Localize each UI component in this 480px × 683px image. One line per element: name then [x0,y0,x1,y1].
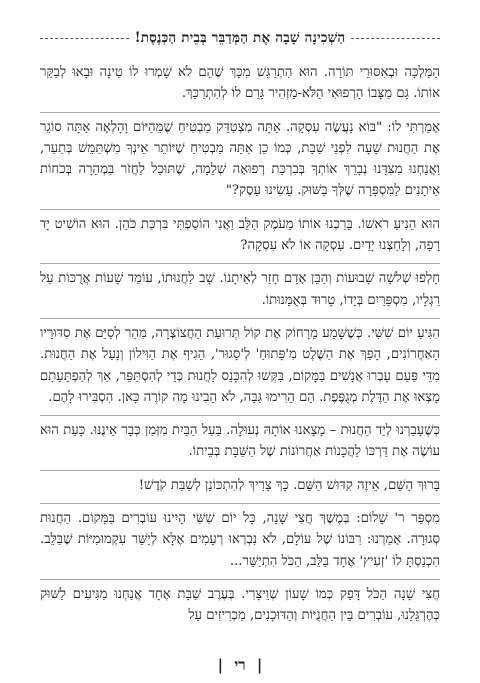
paragraph-divider [40,470,440,471]
page-footer [0,656,480,675]
paragraph-divider [40,112,440,113]
header-dash-left [40,38,129,39]
paragraph-1: הַמַּלְכָּה וּבְאִסּוּרֵי תּוֹרָה. הוּא הִתְרַגֵּשׁ מִכָּךְ שֶׁהֵם לֹא שָׁמְרוּ לוֹ טִינָה וּבָאוּ לְבַקֵּר אוֹתוֹ. גַּם מַצָּבוֹ הָרְפוּאִי הַלֹּא-מַזְהִיר גָּרַם לוֹ לְהִתְרַכֵּךְ. [40,65,440,102]
running-header-title: הַשְׁכִינָה שָׁבָה אֶת הַמְּדַבֵּר בְּבֵית הַכְּנֶסֶת! [134,30,346,46]
footer-bar-right: | [256,656,263,674]
paragraph-5: הִגִּיעַ יוֹם שִׁשִּׁי. כְּשֶׁשָּׁמַע מֵרָחוֹק אֶת קוֹל תְּרוּעַת הַחֲצוֹצְרָה, מִהֵר לְסַיֵּם אֶת סִדּוּרָיו הָאַחֲרוֹנִים, הָפַךְ אֶת הַשֶּׁלֶט מִ'פָּתוּחַ' לְ'סָגוּר', הֵגִיף אֶת הַוִּילוֹן וְנָעַל אֶת הַחֲנוּת. מִדֵּי פַּעַם עָבְרוּ אֲנָשִׁים בַּמָּקוֹם, בִּקְּשׁוּ לְהִכָּנֵס לַחֲנוּת כְּדֵי לְהִסְתַּפֵּר, אַךְ לְהַפְתָּעָתָם מָצְאוּ אֶת הַדֶּלֶת מְגֻפֶּפֶת. הֵם הֵרִימוּ גַּבָּה, לֹא הֵבִינוּ מָה קוֹרֶה כָּאן. הִסְבִּירוּ לָהֶם. [40,325,440,405]
paragraph-8: מִסְפֵּר ר' שָׁלוֹם: בְּמֶשֶׁךְ חֲצִי שָׁנָה, כָּל יוֹם שִׁשִּׁי הָיִינוּ עוֹבְרִים בַּמָּקוֹם. הַחֲנוּת סְגוּרָה. אָמַרְנוּ: רִבּוֹנוֹ שֶׁל עוֹלָם, לֹא נִבְרְאוּ רְעָמִים אֶלָּא לְיַשֵּׁר עִקְמוּמִיּוֹת שֶׁבַּלֵּב. הִכְנַסְתָּ לוֹ 'זְעִיץ' אֶחָד בַּלֵּב, הַכֹּל הִתְיַשֵּׁר... [40,511,440,569]
paragraph-3: הוּא הֵנִיעַ רֹאשׁוֹ. בֵּרַכְנוּ אוֹתוֹ מֵעֹמֶק הַלֵּב וַאֲנִי הוֹסַפְתִּי בִּרְכַּת כֹּהֵן. הוּא הוֹשִׁיט יָד רָפָה, וְלָחַצְנוּ יָדַיִם. עִסְקָה אוֹ לֹא עִסְקָה? [40,216,440,254]
running-header [40,28,440,48]
paragraph-2: אָמַרְתִּי לוֹ: "בּוֹא נַעֲשֶׂה עִסְקָה. אַתָּה מִצְטַדֵּק מַבְטִיחַ שֶׁמֵּהַיּוֹם וָהָלְאָה אַתָּה סוֹגֵר אֶת הַחֲנוּת שָׁעָה לִפְנֵי שַׁבָּת, כְּמוֹ כֵן אַתָּה מַבְטִיחַ שֶׁיּוֹתֵר אֵינְךָ מִשְׁתַּמֵּשׁ בְּתַעַר, וַאֲנַחְנוּ מִצִּדֵּנוּ נְבָרֵךְ אוֹתְךָ בְּבִרְכַּת רְפוּאָה שְׁלֵמָה, שֶׁתּוּכַל לַחֲזֹר בִּמְהֵרָה בְּכֹחוֹת אֵיתָנִים לַמִּסְפָּרָה שֶׁלְּךָ בַּשּׁוּק. עָשִׂינוּ עֵסֶק?" [40,119,440,199]
paragraph-7: בָּרוּךְ הַשֵּׁם, אֵיזֶה קִדּוּשׁ הַשֵּׁם. כָּךְ צָרִיךְ לְהִתְכּוֹנֵן לְשַׁבַּת קֹדֶשׁ! [138,477,440,493]
paragraph-divider [40,209,440,210]
paragraph-divider [40,415,440,416]
page-number: רי [234,656,246,674]
paragraph-divider [40,579,440,580]
paragraph-divider [40,318,440,319]
paragraph-divider [40,503,440,504]
paragraph-6: כְּשֶׁעָבַרְנוּ לְיַד הַחֲנוּת – מָצָאנוּ אוֹתָהּ נְעוּלָה. בַּעַל הַבַּיִת מִזְּמַן כְּבָר אֵינֶנּוּ. כָּעֵת הוּא עוֹשֶׂה אֶת דַּרְכּוֹ לַהֲכָנוֹת אַחֲרוֹנוֹת שֶׁל הַשַּׁבָּת בְּבֵיתוֹ. [40,423,440,460]
page-body [40,62,440,637]
paragraph-9: חֲצִי שָׁנָה הַכֹּל דָּפַק כְּמוֹ שָׁעוֹן שְׁוֵיצָרִי. בְּעֶרֶב שַׁבָּת אֶחָד אֲנַחְנוּ מַגִּיעִים לַשּׁוּק כְּהֶרְגֵּלֵנוּ, עוֹבְרִים בֵּין הַחֲנֻיּוֹת וְהַדּוּכָנִים, מַכְרִיזִים עַל [40,586,440,624]
header-dash-right [351,38,440,39]
paragraph-divider [40,263,440,264]
footer-bar-left: | [217,656,224,674]
paragraph-4: חָלְפוּ שְׁלֹשָׁה שָׁבוּעוֹת וְהַבֵּן אָדָם חָזַר לְאֵיתָנוֹ. שָׁב לַחֲנוּתוֹ, עוֹמֵד שָׁעוֹת אֲרֻכּוֹת עַל רַגְלָיו, מִסְפָּרַיִם בְּיָדוֹ, טָרוּד בְּאֻמָּנוּתוֹ. [40,271,440,308]
